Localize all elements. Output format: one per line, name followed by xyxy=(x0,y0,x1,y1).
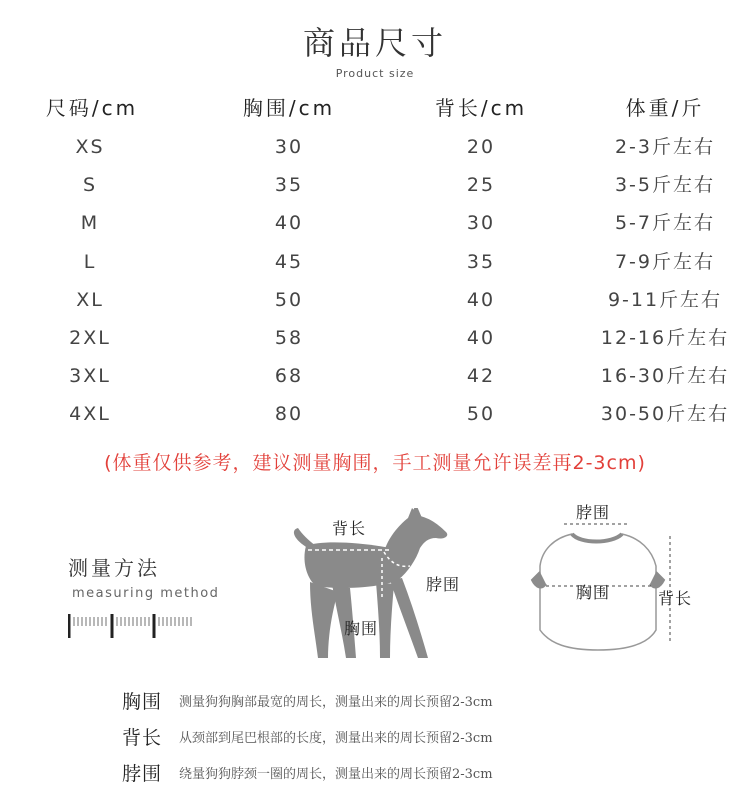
shirt-outline-icon xyxy=(528,494,708,664)
table-cell: 20 xyxy=(466,136,496,158)
table-cell: 35 xyxy=(274,174,304,197)
table-row xyxy=(0,281,750,319)
measure-legend xyxy=(122,682,742,790)
size-table xyxy=(0,88,750,434)
table-cell: 12-16斤左右 xyxy=(600,326,730,349)
legend-term: 胸围 xyxy=(122,690,163,713)
table-cell: 9-11斤左右 xyxy=(607,288,723,311)
table-cell: 2XL xyxy=(69,326,111,349)
legend-desc: 从颈部到尾巴根部的长度，测量出来的周长预留2-3cm xyxy=(179,730,493,746)
column-header: 胸围/cm xyxy=(242,96,336,120)
table-cell: 50 xyxy=(274,288,304,311)
legend-term: 背长 xyxy=(122,726,163,749)
page-subtitle: Product size xyxy=(335,67,415,80)
shirt-back-label: 背长 xyxy=(658,589,693,608)
legend-desc: 测量狗狗胸部最宽的周长，测量出来的周长预留2-3cm xyxy=(179,694,493,710)
table-cell: 25 xyxy=(466,174,496,197)
table-cell: 2-3斤左右 xyxy=(614,136,716,158)
shirt-diagram xyxy=(528,494,708,664)
method-title: 测量方法 xyxy=(68,556,160,580)
table-cell: 40 xyxy=(466,288,496,311)
list-item xyxy=(122,718,742,754)
column-header: 背长/cm xyxy=(434,96,528,120)
page-title: 商品尺寸 xyxy=(302,24,447,62)
table-cell: 40 xyxy=(466,326,496,349)
dog-diagram xyxy=(280,508,480,668)
table-cell: 35 xyxy=(466,250,496,273)
column-header: 体重/斤 xyxy=(625,96,705,120)
table-cell: XS xyxy=(75,136,105,158)
list-item xyxy=(122,754,742,790)
table-row xyxy=(0,243,750,281)
table-cell: M xyxy=(80,212,100,235)
table-cell: 4XL xyxy=(69,403,111,426)
table-cell: 30 xyxy=(274,136,304,158)
table-header-row xyxy=(0,88,750,128)
table-cell: L xyxy=(83,250,97,273)
list-item xyxy=(122,682,742,718)
table-row xyxy=(0,128,750,166)
table-cell: 80 xyxy=(274,403,304,426)
table-cell: 40 xyxy=(274,212,304,235)
table-cell: 5-7斤左右 xyxy=(614,212,716,235)
table-row xyxy=(0,166,750,204)
table-cell: 50 xyxy=(466,403,496,426)
method-subtitle: measuring method xyxy=(72,586,220,601)
table-row xyxy=(0,204,750,242)
column-header: 尺码/cm xyxy=(45,96,139,120)
dog-chest-label: 胸围 xyxy=(344,619,379,638)
table-cell: 3-5斤左右 xyxy=(614,174,716,197)
table-cell: 16-30斤左右 xyxy=(600,365,730,388)
ruler-icon xyxy=(68,612,198,640)
table-cell: 30 xyxy=(466,212,496,235)
table-cell: 3XL xyxy=(69,365,111,388)
table-cell: S xyxy=(82,174,98,197)
shirt-chest-label: 胸围 xyxy=(576,583,611,602)
size-note: (体重仅供参考，建议测量胸围，手工测量允许误差再2-3cm) xyxy=(104,452,646,474)
table-cell: XL xyxy=(76,288,104,311)
dog-back-label: 背长 xyxy=(332,519,367,538)
table-cell: 45 xyxy=(274,250,304,273)
table-cell: 30-50斤左右 xyxy=(600,403,730,426)
legend-desc: 绕量狗狗脖颈一圈的周长，测量出来的周长预留2-3cm xyxy=(179,766,493,782)
legend-term: 脖围 xyxy=(122,762,163,785)
table-cell: 42 xyxy=(466,365,496,388)
dog-neck-label: 脖围 xyxy=(426,575,461,594)
table-cell: 58 xyxy=(274,326,304,349)
table-row xyxy=(0,395,750,433)
table-cell: 7-9斤左右 xyxy=(614,250,716,273)
table-row xyxy=(0,357,750,395)
table-cell: 68 xyxy=(274,365,304,388)
shirt-neck-label: 脖围 xyxy=(576,503,611,522)
table-row xyxy=(0,319,750,357)
